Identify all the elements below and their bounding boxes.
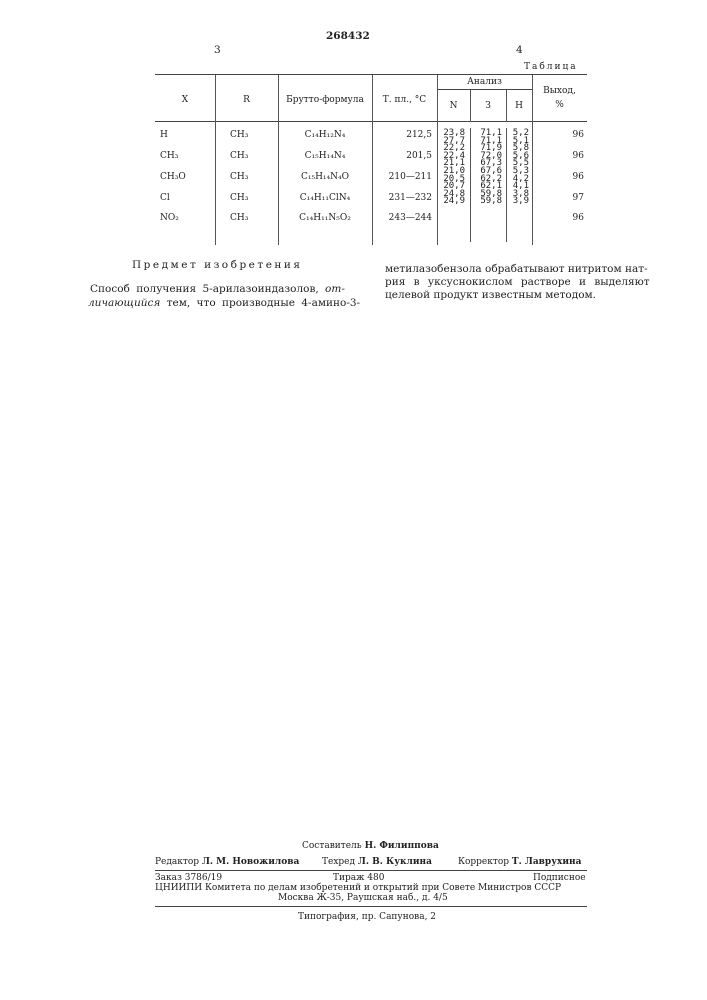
subscription: Подписное — [533, 873, 586, 883]
analysis-value: 5,3 — [506, 168, 529, 176]
cell-formula: C₁₅H₁₄N₄ — [278, 151, 372, 161]
cell-x: H — [160, 130, 215, 140]
header-h: H — [506, 101, 532, 111]
cell-formula: C₁₄H₁₁ClN₄ — [278, 193, 372, 203]
analysis-value: 67,3 — [470, 160, 502, 168]
claims-left-line-2: личающийся тем, что производные 4-амино-3- — [88, 297, 360, 309]
analysis-value: 3,8 — [506, 191, 529, 199]
analysis-value: 5,8 — [506, 145, 529, 153]
analysis-value: 23,8 — [437, 130, 465, 138]
cell-r: CH₃ — [230, 172, 275, 182]
table-caption: Таблица — [524, 62, 578, 72]
organization: ЦНИИПИ Комитета по делам изобретений и открытий при Совете Министров СССР — [155, 883, 561, 893]
cell-r: CH₃ — [230, 193, 275, 203]
analysis-value: 67,6 — [470, 168, 502, 176]
corrector: Корректор Т. Лаврухина — [458, 857, 581, 867]
claims-right-line-3: целевой продукт известным методом. — [385, 289, 596, 301]
claims-heading: Предмет изобретения — [132, 259, 303, 271]
techred: Техред Л. В. Куклина — [322, 857, 432, 867]
cell-mp: 243—244 — [372, 213, 432, 223]
analysis-value: 72,0 — [470, 153, 502, 161]
header-analysis: Анализ — [437, 77, 532, 87]
claims-right-line-2: рия в уксуснокислом растворе и выделяют — [385, 276, 650, 288]
column-number-left: 3 — [214, 44, 221, 56]
cell-mp: 212,5 — [372, 130, 432, 140]
analysis-value: 59,8 — [470, 198, 502, 206]
analysis-value: 20,7 — [437, 183, 465, 191]
analysis-value: 3,9 — [506, 198, 529, 206]
cell-r: CH₃ — [230, 213, 275, 223]
analysis-value: 71,1 — [470, 138, 502, 146]
analysis-value: 20,5 — [437, 176, 465, 184]
patent-number: 268432 — [326, 30, 370, 42]
analysis-value: 59,8 — [470, 191, 502, 199]
cell-r: CH₃ — [230, 130, 275, 140]
claims-left-line-1: Способ получения 5-арилазоиндазолов, от- — [90, 283, 345, 295]
analysis-n-column — [437, 130, 465, 206]
cell-yield: 96 — [532, 172, 584, 182]
order-number: Заказ 3786/19 — [155, 873, 222, 883]
editor: Редактор Л. М. Новожилова — [155, 857, 299, 867]
analysis-value: 71,9 — [470, 145, 502, 153]
header-yield: Выход, — [532, 86, 587, 96]
header-yield-unit: % — [532, 100, 587, 110]
analysis-value: 62,2 — [470, 176, 502, 184]
circulation: Тираж 480 — [333, 873, 384, 883]
cell-yield: 97 — [532, 193, 584, 203]
analysis-value: 22,4 — [437, 153, 465, 161]
header-r: R — [215, 95, 278, 105]
analysis-value: 5,6 — [506, 153, 529, 161]
analysis-value: 4,2 — [506, 176, 529, 184]
header-mp: Т. пл., °С — [372, 95, 437, 105]
cell-mp: 231—232 — [372, 193, 432, 203]
analysis-value: 27,7 — [437, 138, 465, 146]
cell-x: CH₃O — [160, 172, 215, 182]
analysis-value: 22,2 — [437, 145, 465, 153]
analysis-value: 24,8 — [437, 191, 465, 199]
analysis-value: 24,9 — [437, 198, 465, 206]
analysis-value: 21,1 — [437, 160, 465, 168]
header-formula: Брутто-формула — [278, 95, 372, 105]
analysis-c-column — [470, 130, 502, 206]
analysis-value: 21,0 — [437, 168, 465, 176]
analysis-h-column — [506, 130, 529, 206]
address: Москва Ж-35, Раушская наб., д. 4/5 — [278, 893, 448, 903]
cell-formula: C₁₅H₁₄N₄O — [278, 172, 372, 182]
cell-formula: C₁₄H₁₂N₄ — [278, 130, 372, 140]
cell-x: NO₂ — [160, 213, 215, 223]
cell-x: CH₃ — [160, 151, 215, 161]
cell-formula: C₁₄H₁₁N₅O₂ — [278, 213, 372, 223]
analysis-value: 62,1 — [470, 183, 502, 191]
cell-yield: 96 — [532, 151, 584, 161]
cell-yield: 96 — [532, 130, 584, 140]
analysis-value: 5,2 — [506, 130, 529, 138]
analysis-value: 5,1 — [506, 138, 529, 146]
header-c: З — [470, 101, 506, 111]
analysis-value: 4,1 — [506, 183, 529, 191]
header-x: X — [155, 95, 215, 105]
cell-x: Cl — [160, 193, 215, 203]
analysis-value: 71,1 — [470, 130, 502, 138]
column-number-right: 4 — [516, 44, 523, 56]
patent-page — [0, 0, 707, 1000]
header-n: N — [437, 101, 470, 111]
cell-mp: 210—211 — [372, 172, 432, 182]
cell-mp: 201,5 — [372, 151, 432, 161]
compiler: Составитель Н. Филиппова — [302, 841, 439, 851]
analysis-value: 5,5 — [506, 160, 529, 168]
cell-r: CH₃ — [230, 151, 275, 161]
cell-yield: 96 — [532, 213, 584, 223]
printer: Типография, пр. Сапунова, 2 — [298, 912, 436, 922]
claims-right-line-1: метилазобензола обрабатывают нитритом нат- — [385, 263, 648, 275]
